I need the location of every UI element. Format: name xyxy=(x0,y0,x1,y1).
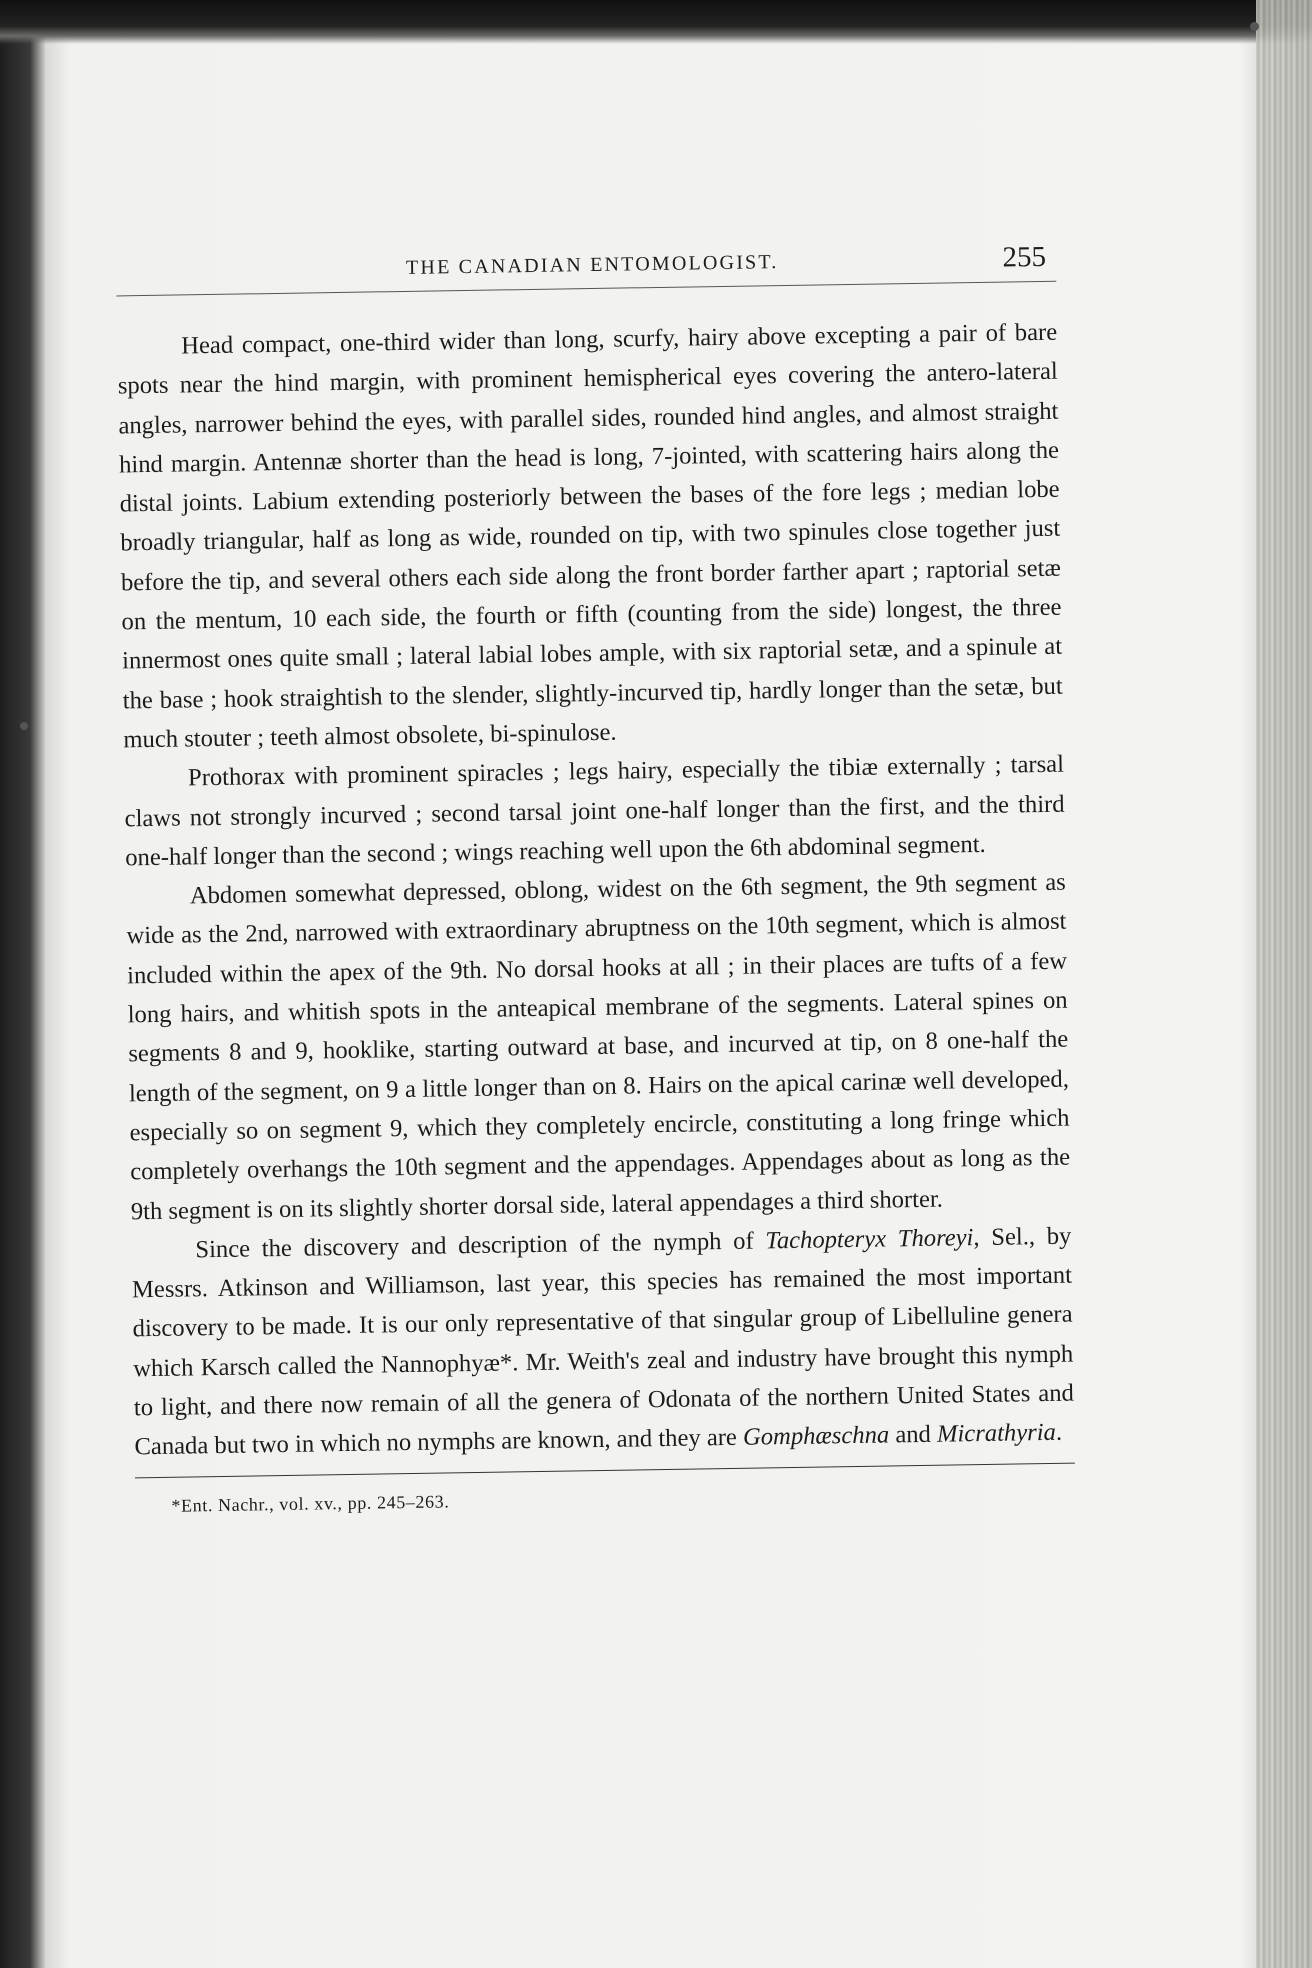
paragraph-prothorax: Prothorax with prominent spiracles ; legs hairy, especially the tibiæ externally ; tarsal claws not strongly incurved ; second tarsal joint one-half longer than the first, and the third one-half longer than the second ; wings reaching well upon the 6th abdominal segment. xyxy=(124,750,1065,872)
genus-name-micrathyria: Micrathyria xyxy=(936,1419,1057,1449)
discovery-text-3: and xyxy=(888,1421,938,1449)
running-title: THE CANADIAN ENTOMOLOGIST. xyxy=(405,251,779,279)
body-text xyxy=(97,312,1095,1467)
paragraph-abdomen: Abdomen somewhat depressed, oblong, widest on the 6th segment, the 9th segment as wide as the 2nd, narrowed with extraordinary abruptness on the 10th segment, which is almost included within the apex of the 9th. No dorsal hooks at all ; in their places are tufts of a few long hairs, and whitish spots in the anteapical membrane of the segments. Lateral spines on segments 8 and 9, hooklike, starting outward at base, and incurved at tip, on 8 one-half the length of the segment, on 9 a little longer than on 8. Hairs on the apical carinæ well developed, especially so on segment 9, which they completely encircle, constituting a long fringe which completely overhangs the 10th segment and the appendages. Appendages about as long as the 9th segment is on its slightly shorter dorsal side, lateral appendages a third shorter. xyxy=(126,868,1071,1225)
discovery-text-4: . xyxy=(1055,1419,1063,1447)
paragraph-discovery xyxy=(131,1216,1075,1467)
running-head xyxy=(96,240,1077,297)
discovery-text-2: , Sel., by Messrs. Atkinson and Williamson, last year, this species has remained the most important discovery to be made. It is our only representative of that singular group of Libelluline genera which Karsch called the Nannophyæ*. Mr. Weith's zeal and industry have brought this nymph to light, and there now remain of all the genera of Odonata of the northern United States and Canada but two in which no nymphs are known, and they are xyxy=(131,1222,1075,1461)
page-number: 255 xyxy=(1002,240,1047,274)
header-rule xyxy=(116,281,1056,297)
scan-speck xyxy=(20,722,28,730)
book-page-edges xyxy=(1256,0,1312,1968)
species-name-tachopteryx: Tachopteryx Thoreyi xyxy=(765,1223,974,1255)
paragraph-head: Head compact, one-third wider than long, scurfy, hairy above excepting a pair of bare spots near the hind margin, with prominent hemispherical eyes covering the antero-lateral angles, narrower behind the eyes, with parallel sides, rounded hind angles, and almost straight hind margin. Antennæ shorter than the head is long, 7-jointed, with scattering hairs along the distal joints. Labium extending posteriorly between the bases of the fore legs ; median lobe broadly triangular, half as long as wide, rounded on tip, with two spinules close together just before the tip, and several others each side along the front border farther apart ; raptorial setæ on the mentum, 10 each side, the fourth or fifth (counting from the side) longest, the three innermost ones quite small ; lateral labial lobes ample, with six raptorial setæ, and a spinule at the base ; hook straightish to the slender, slightly-incurved tip, hardly longer than the setæ, but much stouter ; teeth almost obsolete, bi-spinulose. xyxy=(117,318,1063,754)
footnote: *Ent. Nachr., vol. xv., pp. 245–263. xyxy=(171,1491,450,1516)
book-page xyxy=(96,240,1100,1815)
discovery-text-1: Since the discovery and description of the nymph of xyxy=(195,1227,766,1264)
genus-name-gomphaeschna: Gomphæschna xyxy=(742,1421,890,1452)
scan-speck xyxy=(1250,22,1259,31)
scan-top-edge xyxy=(0,0,1312,44)
